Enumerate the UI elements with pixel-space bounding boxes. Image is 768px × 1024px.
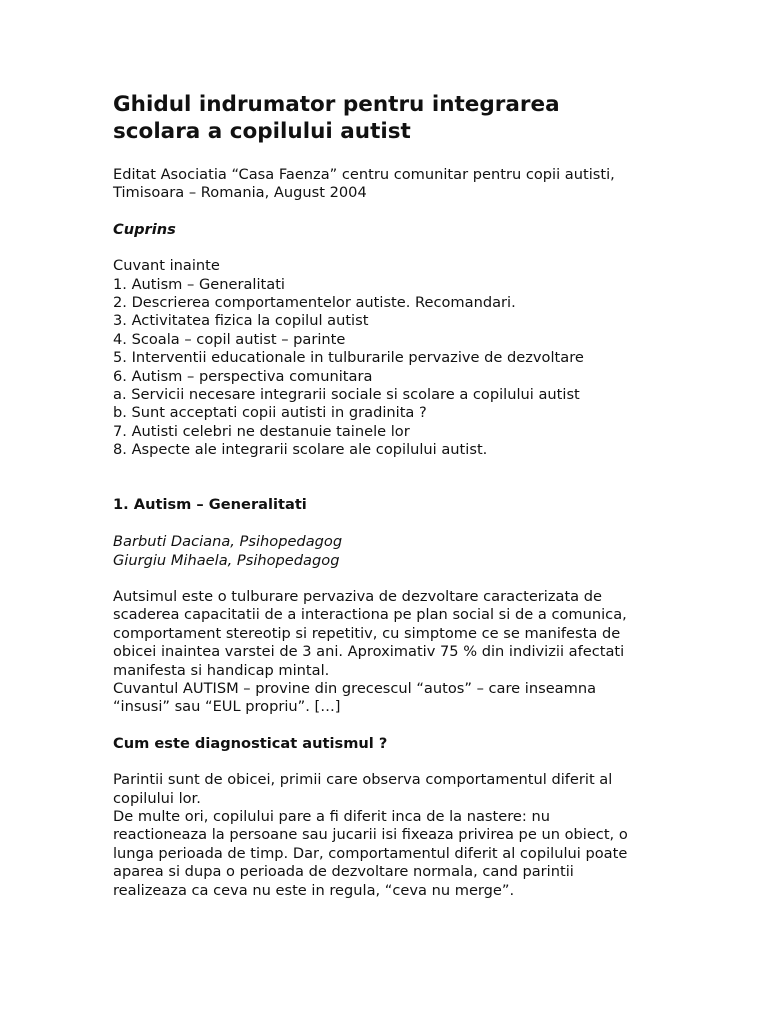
text-line: De multe ori, copilului pare a fi diferit inca de la nastere: nu — [113, 807, 550, 825]
paragraph-autism-definition — [113, 588, 668, 717]
toc-item: 1. Autism – Generalitati — [113, 275, 285, 293]
document-title — [113, 91, 668, 145]
toc-item: 3. Activitatea fizica la copilul autist — [113, 312, 369, 330]
text-line: aparea si dupa o perioada de dezvoltare normala, cand parintii — [113, 863, 574, 881]
toc-item: b. Sunt acceptati copii autisti in gradinita ? — [113, 404, 427, 422]
text-line: “insusi” sau “EUL propriu”. […] — [113, 698, 341, 716]
toc-item: 8. Aspecte ale integrarii scolare ale copilului autist. — [113, 441, 488, 459]
toc-item: 2. Descrierea comportamentelor autiste. Recomandari. — [113, 294, 516, 312]
text-line: scaderea capacitatii de a interactiona pe plan social si de a comunica, — [113, 606, 627, 624]
toc-item: 7. Autisti celebri ne destanuie tainele lor — [113, 422, 410, 440]
section-heading: 1. Autism – Generalitati — [113, 495, 307, 513]
editor-line: Timisoara – Romania, August 2004 — [113, 184, 367, 202]
toc-item: 6. Autism – perspectiva comunitara — [113, 367, 373, 385]
text-line: reactioneaza la persoane sau jucarii isi fixeaza privirea pe un obiect, o — [113, 826, 628, 844]
title-line: Ghidul indrumator pentru integrarea — [113, 92, 560, 117]
author-line: Barbuti Daciana, Psihopedagog — [113, 533, 343, 551]
editor-line: Editat Asociatia “Casa Faenza” centru comunitar pentru copii autisti, — [113, 166, 615, 183]
text-line: obicei inaintea varstei de 3 ani. Aproximativ 75 % din indivizii afectati — [113, 643, 625, 661]
text-line: comportament stereotip si repetitiv, cu simptome ce se manifesta de — [113, 624, 621, 642]
text-line: Parintii sunt de obicei, primii care observa comportamentul diferit al — [113, 771, 613, 789]
toc-item: a. Servicii necesare integrarii sociale si scolare a copilului autist — [113, 386, 580, 404]
contents-title: Cuprins — [113, 220, 176, 238]
title-line: scolara a copilului autist — [113, 119, 411, 144]
toc-item: Cuvant inainte — [113, 257, 220, 275]
table-of-contents — [113, 257, 668, 459]
authors — [113, 533, 668, 570]
paragraph-diagnosis — [113, 771, 668, 900]
text-line: Cuvantul AUTISM – provine din grecescul “autos” – care inseamna — [113, 679, 597, 697]
editor-info — [113, 166, 668, 203]
text-line: copilului lor. — [113, 789, 201, 807]
toc-item: 4. Scoala – copil autist – parinte — [113, 330, 346, 348]
author-line: Giurgiu Mihaela, Psihopedagog — [113, 551, 340, 569]
subheading: Cum este diagnosticat autismul ? — [113, 734, 388, 752]
text-line: realizeaza ca ceva nu este in regula, “ceva nu merge”. — [113, 881, 515, 899]
toc-item: 5. Interventii educationale in tulburarile pervazive de dezvoltare — [113, 349, 584, 367]
text-line: manifesta si handicap mintal. — [113, 661, 330, 679]
text-line: lunga perioada de timp. Dar, comportamentul diferit al copilului poate — [113, 844, 628, 862]
text-line: Autsimul este o tulburare pervaziva de dezvoltare caracterizata de — [113, 587, 602, 605]
